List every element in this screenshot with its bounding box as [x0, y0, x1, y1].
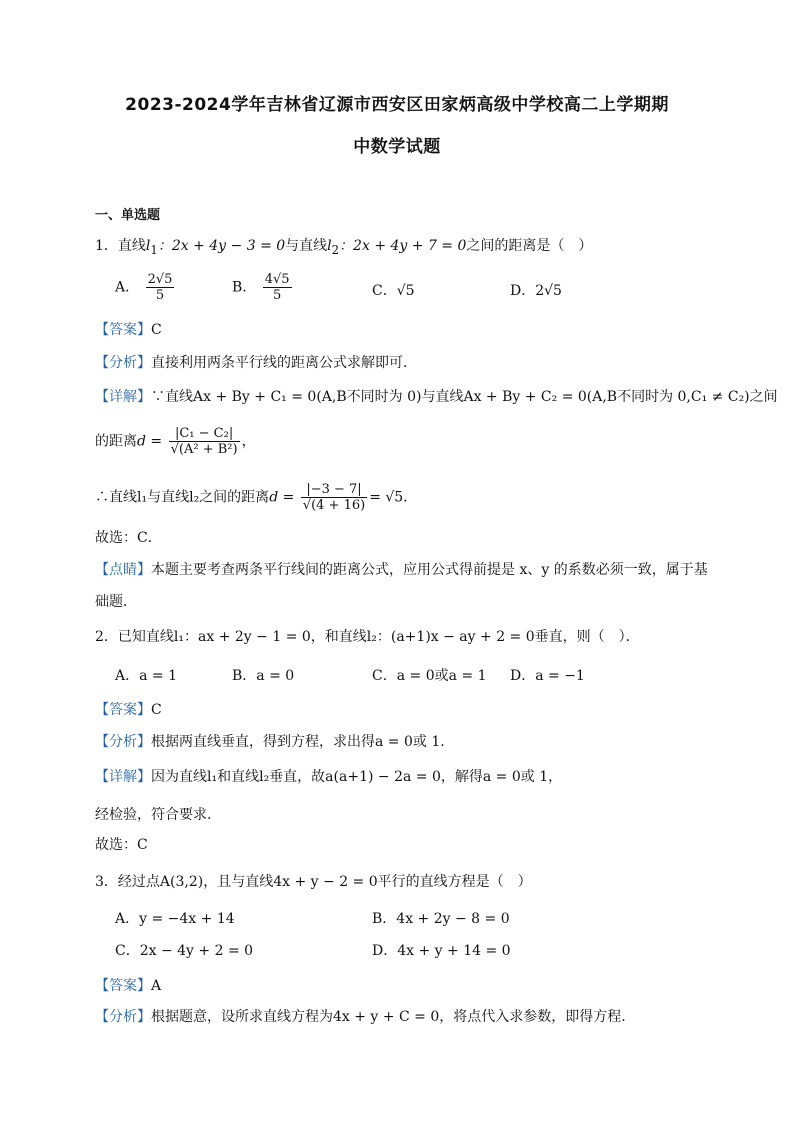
question-3-option-c: C．2x − 4y + 2 = 0: [115, 943, 254, 959]
question-3-stem: 3．经过点A(3,2)，且与直线4x + y − 2 = 0平行的直线方程是（ ）: [95, 874, 532, 890]
analysis-tag: 【分析】: [95, 355, 151, 371]
question-3-option-b: B．4x + 2y − 8 = 0: [372, 911, 510, 927]
distance-formula-fraction: $\frac{\text{|C₁ − C₂|}}{\text{√(A² + B²)}}$: [170, 426, 238, 457]
question-1-comment-line2: 础题．: [95, 594, 137, 610]
question-1-option-d: D．2√5: [510, 283, 562, 299]
answer-tag: 【答案】: [95, 702, 151, 718]
question-2-answer: 【答案】C: [95, 702, 162, 718]
question-1-answer: 【答案】C: [95, 322, 162, 338]
question-2-option-a: A．a = 1: [115, 668, 177, 684]
analysis-tag: 【分析】: [95, 734, 151, 750]
question-3-option-d: D．4x + y + 14 = 0: [372, 943, 511, 959]
section-heading: 一、单选题: [95, 208, 161, 223]
question-2-option-b: B．a = 0: [232, 668, 295, 684]
question-1-stem: 1．直线$l_1$：2x + 4y − 3 = 0与直线$l_2$：2x + 4y + 7 = 0之间的距离是（ ）: [95, 238, 593, 257]
question-number: 3．: [95, 874, 118, 890]
question-1-option-a: A． $\frac{2√5}{5}$: [115, 272, 173, 303]
question-3-analysis: 【分析】根据题意，设所求直线方程为4x + y + C = 0，将点代入求参数，即得方程.: [95, 1009, 626, 1025]
page-title-line1: 2023-2024学年吉林省辽源市西安区田家炳高级中学校高二上学期期: [125, 95, 669, 115]
question-1-comment-line1: 【点睛】本题主要考查两条平行线间的距离公式，应用公式得前提是 x、y 的系数必须一致，属于基: [95, 562, 708, 578]
question-2-option-d: D．a = −1: [510, 668, 585, 684]
question-1-detail-line2: 的距离d = $\frac{\text{|C₁ − C₂|}}{\text{√(A² + B²)}}$ ，: [95, 426, 256, 457]
question-2-detail-line1: 【详解】因为直线l₁和直线l₂垂直，故a(a+1) − 2a = 0，解得a = 0或 1，: [95, 769, 563, 785]
distance-value-fraction: $\frac{|-3 - 7|}{√(4 + 16)}$: [302, 482, 366, 513]
fraction: $\frac{4√5}{5}$: [264, 272, 290, 303]
fraction: $\frac{2√5}{5}$: [147, 272, 173, 303]
question-3-answer: 【答案】A: [95, 978, 162, 994]
answer-tag: 【答案】: [95, 322, 151, 338]
question-2-detail-line2: 经检验，符合要求.: [95, 807, 212, 823]
detail-tag: 【详解】: [95, 769, 151, 785]
question-2-stem: 2．已知直线l₁：ax + 2y − 1 = 0，和直线l₂：(a+1)x − ay + 2 = 0垂直，则（ ）．: [95, 629, 640, 645]
analysis-tag: 【分析】: [95, 1009, 151, 1025]
question-1-option-c: C．√5: [372, 283, 415, 299]
comment-tag: 【点睛】: [95, 562, 151, 578]
answer-tag: 【答案】: [95, 978, 151, 994]
page-title-line2: 中数学试题: [353, 137, 441, 157]
question-1-option-b: B． $\frac{4√5}{5}$: [232, 272, 290, 303]
question-1-detail-line3: ∴直线l₁与直线l₂之间的距离d = $\frac{|-3 - 7|}{√(4 + 16)}$ = √5．: [95, 482, 418, 513]
question-3-option-a: A．y = −4x + 14: [115, 911, 235, 927]
detail-tag: 【详解】: [95, 389, 151, 405]
question-1-choice: 故选：C．: [95, 530, 162, 546]
question-2-analysis: 【分析】根据两直线垂直，得到方程，求出得a = 0或 1.: [95, 734, 445, 750]
question-1-detail-line1: 【详解】∵直线Ax + By + C₁ = 0(A,B不同时为 0)与直线Ax + By + C₂ = 0(A,B不同时为 0,C₁ ≠ C₂)之间: [95, 389, 778, 405]
question-number: 2．: [95, 629, 118, 645]
question-2-option-c: C．a = 0或a = 1: [372, 668, 487, 684]
question-2-choice: 故选：C: [95, 837, 148, 853]
question-1-analysis: 【分析】直接利用两条平行线的距离公式求解即可．: [95, 355, 417, 371]
question-number: 1．: [95, 238, 118, 254]
